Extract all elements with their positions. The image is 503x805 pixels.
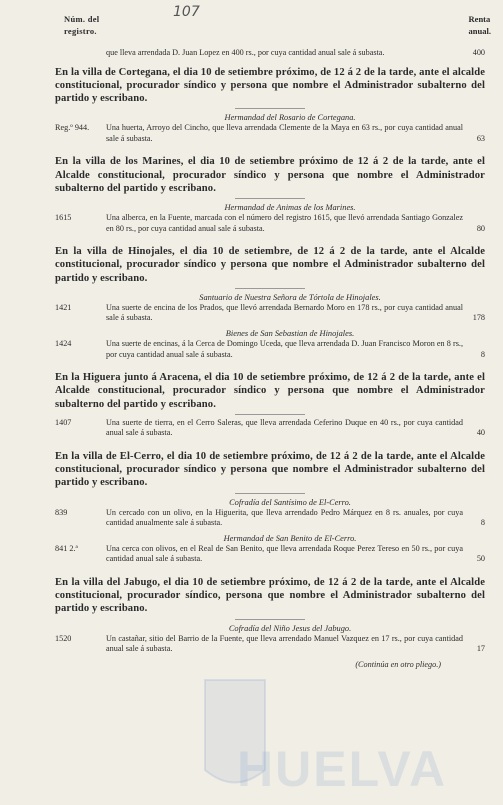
column-header-registry-line1: Núm. del: [64, 14, 100, 24]
spacer: [55, 148, 485, 155]
property-entry: [55, 303, 485, 324]
archive-watermark: [195, 660, 495, 800]
auction-section: [55, 569, 485, 659]
auction-section: [55, 148, 485, 238]
annual-rent: 50: [476, 554, 485, 564]
spacer: [55, 569, 485, 576]
section-heading: En la villa del Jabugo, el dia 10 de setiembre próximo, de 12 á 2 de la tarde, ante el Alcalde constitucional, procurador síndico, persona que nombre el Administrador subalterno del partido y escribano.: [55, 576, 485, 615]
registry-number: 839: [55, 507, 68, 517]
auction-section: [55, 443, 485, 569]
continues-note: (Continúa en otro pliego.): [355, 659, 441, 669]
faded-stamp: [208, 16, 318, 40]
property-description: Un castañar, sitio del Barrio de la Fuente, que lleva arrendado Manuel Vazquez en 17 rs., por cuya cantidad anual sale á subasta.: [106, 633, 463, 654]
registry-number: 1407: [55, 417, 72, 427]
divider: [235, 493, 305, 494]
annual-rent: 178: [472, 313, 485, 323]
section-heading: En la villa de Hinojales, el dia 10 de setiembre, de 12 á 2 de la tarde, ante el Alcalde constitucional, procurador síndico y persona que nombre el Administrador subalterno del partido y escribano.: [55, 246, 485, 284]
auction-section: [55, 238, 485, 364]
brotherhood-title: Bienes de San Sebastian de Hinojales.: [225, 328, 355, 338]
property-description: Una cerca con olivos, en el Real de San Benito, que lleva arrendada Roque Perez Tereso en 50 rs., por cuya cantidad anual sale á subasta.: [106, 543, 463, 564]
annual-rent: 80: [476, 223, 485, 233]
auction-section: [55, 364, 485, 443]
listing-content: [55, 48, 485, 670]
section-heading: En la villa de los Marines, el dia 10 de setiembre próximo de 12 á 2 de la tarde, ante el Alcalde constitucional, procurador síndico y persona que nombre el Administrador subalterno del partido y escribano.: [55, 156, 485, 194]
section-heading: En la Higuera junto á Aracena, el dia 10 de setiembre próximo, de 12 á 2 de la tarde, ante el Alcalde constitucional, procurador síndico y persona que nombre el Administrador subalterno del partido y escribano.: [55, 372, 485, 410]
property-description: Una suerte de encina de los Prados, que llevó arrendada Bernardo Moro en 178 rs., por cuya cantidad anual sale á subasta.: [106, 302, 463, 323]
property-description: Una huerta, Arroyo del Cincho, que lleva arrendada Clemente de la Maya en 63 rs., por cuya cantidad anual sale á subasta.: [106, 123, 463, 143]
spacer: [55, 443, 485, 450]
continuation-entry: [55, 48, 485, 59]
auction-section: [55, 59, 485, 149]
property-description: Un cercado con un olivo, en la Higuerita, que lleva arrendado Pedro Márquez en 8 rs. anuales, por cuya cantidad anualmente sale á subasta.: [106, 507, 463, 528]
annual-rent: 8: [480, 518, 485, 528]
brotherhood-title: Hermandad de Animas de los Marines.: [224, 203, 356, 212]
pencil-page-note: 107: [173, 4, 200, 20]
watermark-text: HUELVA: [237, 741, 448, 797]
section-heading: En la villa de Cortegana, el dia 10 de setiembre próximo, de 12 á 2 de la tarde, ante el alcalde constitucional, procurador síndico y persona que nombre el Administrador subalterno del partido y escribano.: [55, 66, 485, 104]
brotherhood-title: Cofradía del Santísimo de El-Cerro.: [229, 497, 351, 507]
registry-number: 841 2.ª: [55, 543, 78, 553]
column-header-registry: [64, 13, 99, 37]
property-entry: [55, 634, 485, 655]
registry-number: Reg.º 944.: [55, 123, 90, 133]
registry-number: 1421: [55, 302, 72, 312]
annual-rent: 40: [476, 428, 485, 438]
annual-rent: 8: [480, 349, 485, 359]
registry-number: 1615: [55, 213, 72, 222]
column-header-rent: [469, 13, 491, 37]
property-entry: [55, 508, 485, 529]
registry-number: 1424: [55, 338, 72, 348]
property-entry: [55, 339, 485, 360]
column-header-rent-line1: Renta: [468, 14, 491, 24]
property-description: Una suerte de encinas, á la Cerca de Domingo Uceda, que lleva arrendada D. Juan Francisco Moron en 8 rs., por cuya cantidad anual sale á subasta.: [106, 338, 463, 359]
property-entry: [55, 213, 485, 234]
continuation-rent: 400: [472, 48, 485, 57]
annual-rent: 17: [476, 644, 485, 654]
divider: [235, 108, 305, 109]
property-description: Una suerte de tierra, en el Cerro Saleras, que lleva arrendada Ceferino Duque en 40 rs., por cuya cantidad anual sale á subasta.: [106, 417, 463, 438]
spacer: [55, 238, 485, 245]
property-entry: [55, 544, 485, 565]
annual-rent: 63: [476, 133, 485, 143]
divider: [235, 619, 305, 620]
brotherhood-title: Santuario de Nuestra Señora de Tórtola de Hinojales.: [199, 292, 381, 302]
brotherhood-title: Hermandad de San Benito de El-Cerro.: [223, 533, 357, 543]
registry-number: 1520: [55, 633, 72, 643]
divider: [235, 288, 305, 289]
brotherhood-title: Cofradía del Niño Jesus del Jabugo.: [228, 623, 352, 633]
divider: [235, 414, 305, 415]
sections-container: [55, 59, 485, 659]
property-entry: [55, 418, 485, 439]
section-heading: En la villa de El-Cerro, el dia 10 de setiembre próximo, de 12 á 2 de la tarde, ante el Alcalde constitucional, procurador síndico y persona que nombre el Administrador subalterno del partido y escribano.: [55, 450, 485, 489]
spacer: [55, 364, 485, 371]
column-header-rent-line2: anual.: [468, 26, 491, 36]
property-description: Una alberca, en la Fuente, marcada con el número del registro 1615, que llevó arrendada Santiago Gonzalez en 80 rs., por cuya cantidad anual sale á subasta.: [106, 213, 463, 233]
brotherhood-title: Hermandad del Rosario de Cortegana.: [224, 113, 356, 123]
property-entry: [55, 123, 485, 144]
shield-watermark-icon: [195, 660, 495, 800]
continuation-text: que lleva arrendada D. Juan Lopez en 400 rs., por cuya cantidad anual sale á subasta.: [106, 48, 385, 57]
column-header-registry-line2: registro.: [64, 26, 97, 36]
spacer: [55, 59, 485, 66]
divider: [235, 198, 305, 199]
